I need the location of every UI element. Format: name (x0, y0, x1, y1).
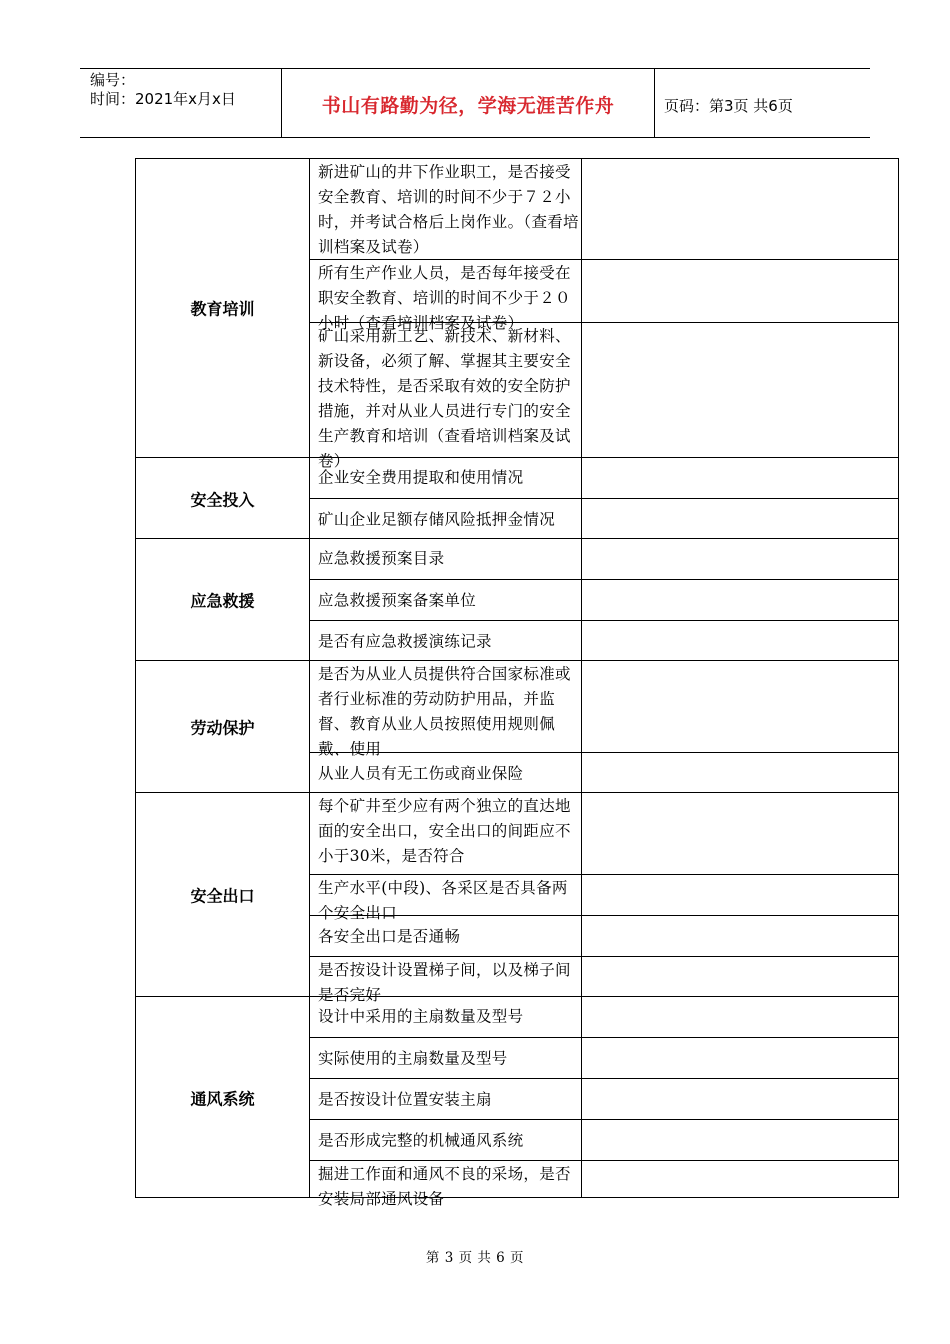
section-safety-exit (136, 792, 898, 1004)
section-title: 教育培训 (190, 299, 255, 319)
table-row (309, 752, 898, 794)
check-item-text: 每个矿井至少应有两个独立的直达地面的安全出口，安全出口的间距应不小于30米，是否符合 (318, 797, 571, 865)
check-item-text: 矿山采用新工艺、新技术、新材料、新设备，必须了解、掌握其主要安全技术特性，是否采取有效的安全防护措施，并对从业人员进行专门的安全生产教育和培训（查看培训档案及试卷） (318, 327, 571, 470)
check-item-text: 是否按设计设置梯子间，以及梯子间是否完好 (318, 961, 571, 1004)
table-row (309, 620, 898, 662)
table-row (309, 915, 898, 957)
header-motto: 书山有路勤为径，学海无涯苦作舟 (321, 95, 615, 117)
table-row (309, 498, 898, 540)
section-labor-protection (136, 660, 898, 793)
page-header (80, 68, 870, 138)
check-item-text: 新进矿山的井下作业职工，是否接受安全教育、培训的时间不少于７２小时，并考试合格后上岗作业。（查看培训档案及试卷） (318, 163, 579, 256)
table-row (309, 1037, 898, 1079)
check-item-text: 是否按设计位置安装主扇 (318, 1090, 492, 1108)
section-education-training (136, 159, 898, 470)
table-row (309, 874, 898, 922)
table-row (309, 322, 898, 470)
section-title: 通风系统 (190, 1089, 255, 1108)
check-item-text: 是否有应急救援演练记录 (318, 632, 492, 650)
table-row (309, 1119, 898, 1161)
check-item-text: 从业人员有无工伤或商业保险 (318, 764, 524, 782)
section-title: 应急救援 (190, 591, 255, 611)
check-item-text: 生产水平(中段)、各采区是否具备两个安全出口 (318, 879, 568, 922)
check-item-text: 企业安全费用提取和使用情况 (318, 468, 524, 487)
table-row (309, 997, 898, 1037)
section-title: 劳动保护 (190, 718, 255, 738)
table-row (309, 1078, 898, 1120)
check-item-text: 是否形成完整的机械通风系统 (318, 1131, 524, 1149)
check-item-text: 实际使用的主扇数量及型号 (318, 1049, 508, 1067)
table-row (309, 259, 898, 332)
check-item-text: 掘进工作面和通风不良的采场，是否安装局部通风设备 (318, 1165, 571, 1208)
document-number-label: 编号： (90, 71, 136, 89)
section-safety-investment (136, 457, 898, 539)
header-meta (90, 71, 236, 109)
check-item-text: 设计中采用的主扇数量及型号 (318, 1007, 524, 1026)
section-ventilation-system (136, 996, 898, 1208)
table-row (309, 539, 898, 579)
table-row (309, 956, 898, 1004)
table-row (309, 1160, 898, 1208)
table-row (309, 661, 898, 758)
table-row (309, 793, 898, 874)
table-row (309, 458, 898, 498)
table-row (309, 159, 898, 259)
section-emergency-rescue (136, 538, 898, 661)
header-page-info: 页码：第3页 共6页 (664, 97, 793, 115)
page-footer: 第 3 页 共 6 页 (425, 1250, 525, 1266)
check-item-text: 应急救援预案目录 (318, 549, 445, 568)
table-row (309, 579, 898, 621)
header-divider (654, 69, 655, 137)
document-date: 时间：2021年x月x日 (90, 90, 236, 108)
check-item-text: 矿山企业足额存储风险抵押金情况 (318, 510, 556, 528)
section-title: 安全出口 (190, 886, 255, 906)
inspection-table (135, 158, 899, 1208)
check-item-text: 应急救援预案备案单位 (318, 591, 477, 609)
section-title: 安全投入 (190, 490, 255, 509)
check-item-text: 是否为从业人员提供符合国家标准或者行业标准的劳动防护用品，并监督、教育从业人员按照使用规则佩戴、使用 (318, 665, 571, 758)
check-item-text: 各安全出口是否通畅 (318, 927, 461, 945)
check-item-text: 所有生产作业人员，是否每年接受在职安全教育、培训的时间不少于２０小时（查看培训档案及试卷） (318, 264, 571, 332)
